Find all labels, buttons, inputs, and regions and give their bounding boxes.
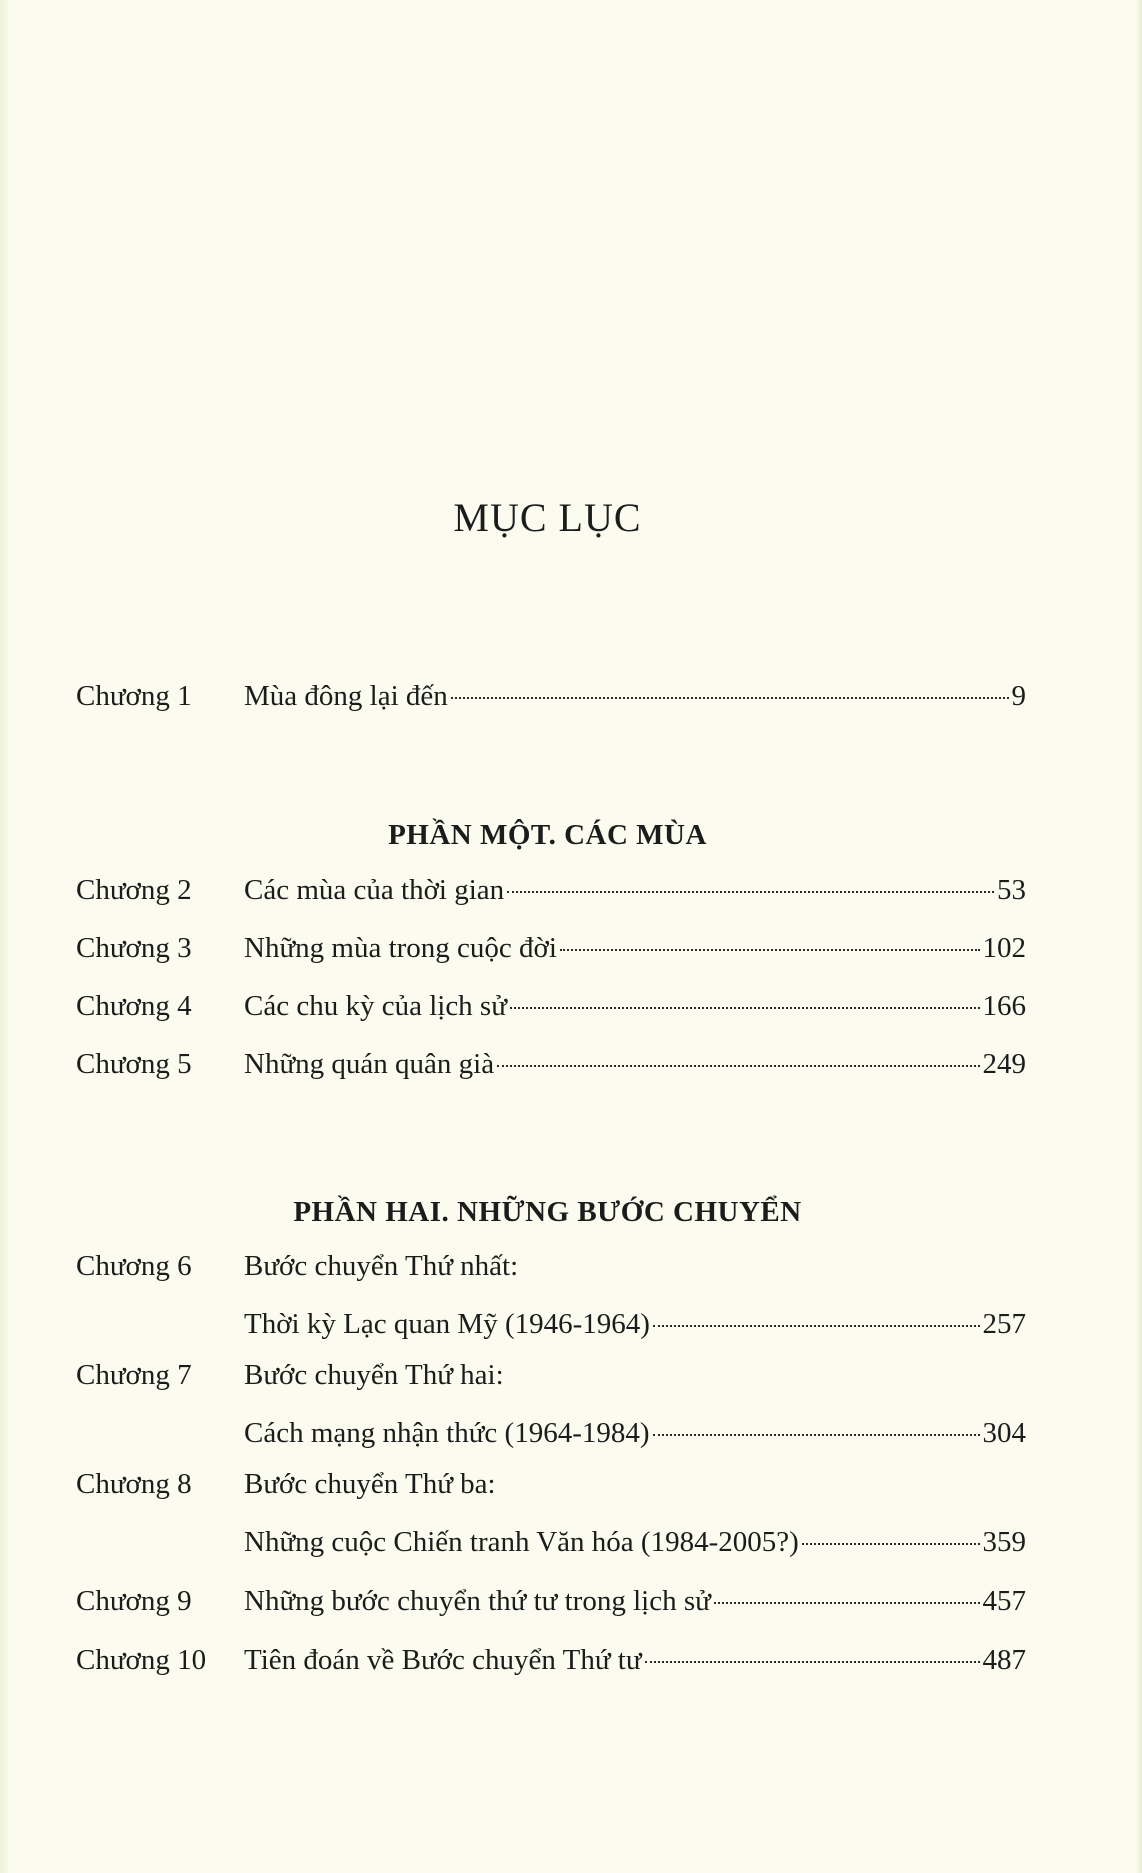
toc-entry-chapter-2 <box>76 866 1026 924</box>
toc-line <box>76 982 1026 1040</box>
toc-title: MỤC LỤC <box>453 494 642 540</box>
chapter-title: Những bước chuyển thứ tư trong lịch sử <box>244 1585 711 1617</box>
chapter-subtitle: Thời kỳ Lạc quan Mỹ (1946-1964) <box>244 1308 650 1340</box>
chapter-label: Chương 8 <box>76 1468 192 1500</box>
page-number: 257 <box>982 1308 1026 1340</box>
chapter-title: Các mùa của thời gian <box>244 874 505 906</box>
dot-leader <box>451 697 1009 699</box>
page-number: 166 <box>982 990 1026 1022</box>
chapter-label: Chương 1 <box>76 680 192 712</box>
dot-leader <box>714 1602 980 1604</box>
chapter-title: Các chu kỳ của lịch sử <box>244 990 507 1022</box>
entry-text <box>244 1359 1026 1392</box>
page-number: 249 <box>982 1048 1026 1080</box>
chapter-title: Bước chuyển Thứ hai: <box>244 1359 504 1391</box>
toc-line <box>76 1242 1026 1300</box>
dot-leader <box>497 1065 979 1067</box>
page-edge-right <box>1136 0 1142 1873</box>
chapter-label: Chương 3 <box>76 932 192 964</box>
page-number: 9 <box>1011 680 1026 712</box>
dot-leader <box>645 1661 980 1663</box>
toc-entry-chapter-3 <box>76 924 1026 982</box>
page-number: 359 <box>982 1526 1026 1558</box>
entry-text <box>244 1417 1026 1450</box>
entry-text <box>244 1468 1026 1501</box>
toc-entry-chapter-6 <box>76 1242 1026 1358</box>
dot-leader <box>560 949 980 951</box>
part-heading-2: PHẦN HAI. NHỮNG BƯỚC CHUYỂN <box>293 1196 802 1229</box>
toc-line <box>76 1636 1026 1694</box>
toc-line <box>76 1460 1026 1518</box>
toc-line <box>76 672 1026 730</box>
toc-entry-chapter-9 <box>76 1577 1026 1635</box>
dot-leader <box>653 1434 980 1436</box>
chapter-subtitle: Những cuộc Chiến tranh Văn hóa (1984-2005?) <box>244 1526 799 1558</box>
toc-line <box>76 1351 1026 1409</box>
page-number: 457 <box>982 1585 1026 1617</box>
toc-line <box>76 1300 1026 1358</box>
entry-text <box>244 990 1026 1023</box>
entry-text <box>244 680 1026 713</box>
chapter-title: Những quán quân già <box>244 1048 495 1080</box>
entry-text <box>244 1250 1026 1283</box>
toc-entry-chapter-8 <box>76 1460 1026 1576</box>
toc-entry-chapter-5 <box>76 1040 1026 1098</box>
toc-line <box>76 1518 1026 1576</box>
chapter-label: Chương 5 <box>76 1048 192 1080</box>
chapter-title: Tiên đoán về Bước chuyển Thứ tư <box>244 1644 642 1676</box>
page-number: 102 <box>982 932 1026 964</box>
entry-text <box>244 1585 1026 1618</box>
page-number: 487 <box>982 1644 1026 1676</box>
chapter-label: Chương 7 <box>76 1359 192 1391</box>
toc-line <box>76 866 1026 924</box>
chapter-label: Chương 9 <box>76 1585 192 1617</box>
entry-text <box>244 932 1026 965</box>
entry-text <box>244 874 1026 907</box>
chapter-label: Chương 4 <box>76 990 192 1022</box>
dot-leader <box>802 1543 980 1545</box>
part-heading-1: PHẦN MỘT. CÁC MÙA <box>388 819 707 852</box>
chapter-label: Chương 10 <box>76 1644 207 1676</box>
entry-text <box>244 1526 1026 1559</box>
toc-entry-chapter-7 <box>76 1351 1026 1467</box>
chapter-title: Mùa đông lại đến <box>244 680 448 712</box>
toc-entry-chapter-1 <box>76 672 1026 730</box>
page-number: 304 <box>982 1417 1026 1449</box>
page-number: 53 <box>997 874 1026 906</box>
chapter-subtitle: Cách mạng nhận thức (1964-1984) <box>244 1417 650 1449</box>
toc-line <box>76 924 1026 982</box>
chapter-title: Bước chuyển Thứ ba: <box>244 1468 496 1500</box>
toc-line <box>76 1409 1026 1467</box>
chapter-title: Bước chuyển Thứ nhất: <box>244 1250 519 1282</box>
dot-leader <box>653 1325 980 1327</box>
chapter-label: Chương 6 <box>76 1250 192 1282</box>
dot-leader <box>510 1007 980 1009</box>
entry-text <box>244 1308 1026 1341</box>
toc-line <box>76 1040 1026 1098</box>
chapter-label: Chương 2 <box>76 874 192 906</box>
page-edge-left <box>0 0 10 1873</box>
dot-leader <box>507 891 994 893</box>
toc-line <box>76 1577 1026 1635</box>
entry-text <box>244 1048 1026 1081</box>
entry-text <box>244 1644 1026 1677</box>
toc-entry-chapter-10 <box>76 1636 1026 1694</box>
chapter-title: Những mùa trong cuộc đời <box>244 932 557 964</box>
toc-entry-chapter-4 <box>76 982 1026 1040</box>
